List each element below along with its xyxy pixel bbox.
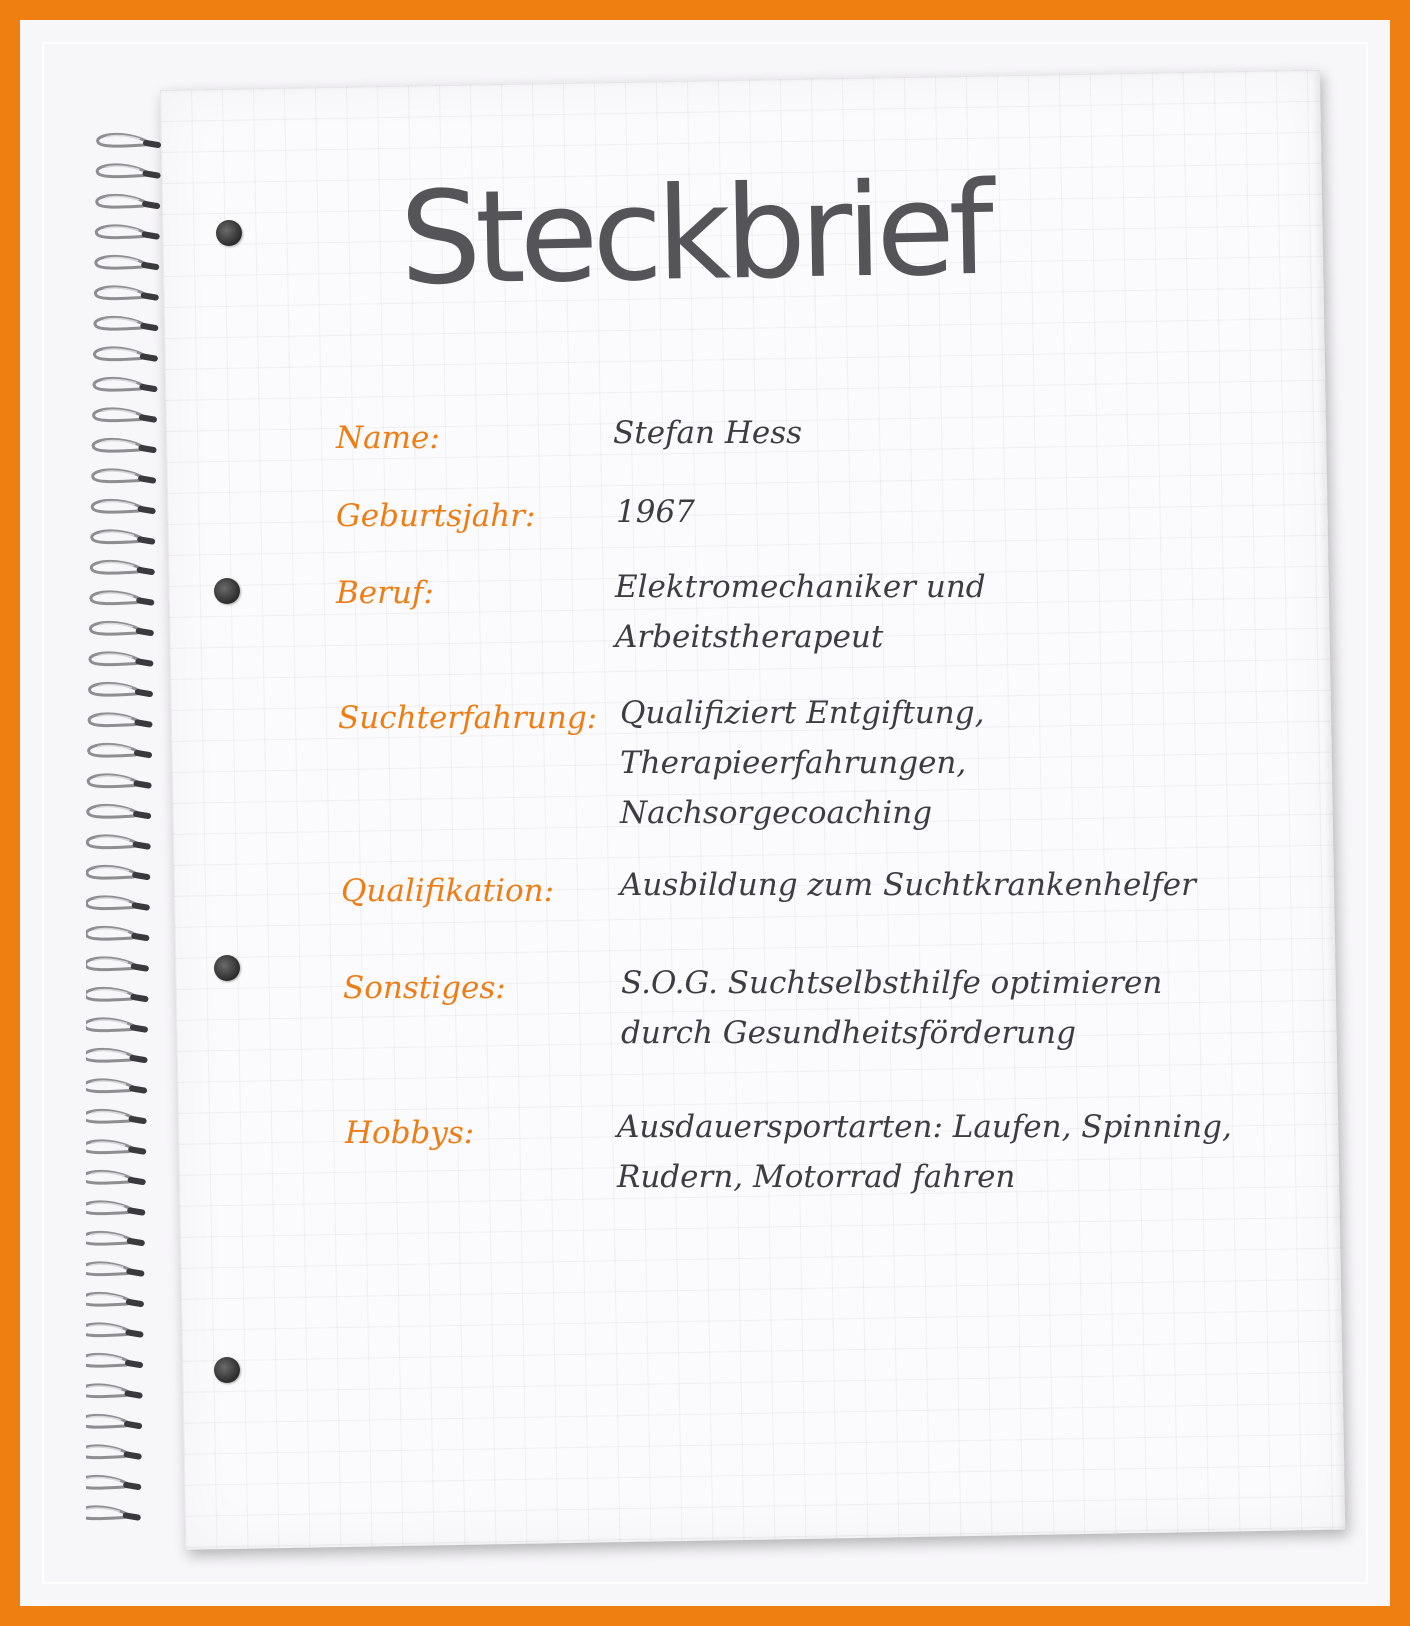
spiral-loop [95,317,155,329]
spiral-loop [86,927,146,939]
spiral-loop [96,256,156,268]
spiral-loop [95,287,155,299]
spiral-loop [89,714,149,726]
field-value-name: Stefan Hess [613,415,803,451]
spiral-loop [88,805,148,817]
spiral-loop [88,775,148,787]
spiral-loop [86,1415,139,1427]
spiral-loop [98,134,158,146]
spiral-loop [86,897,146,909]
spiral-loop [86,1476,138,1488]
punch-hole-icon [214,955,240,981]
spiral-loop [95,348,155,360]
spiral-loop [93,470,153,482]
spiral-loop [94,378,154,390]
punch-hole-icon [214,578,240,604]
field-label-job: Beruf: [336,575,434,611]
field-value-addiction-experience: Qualifiziert Entgiftung, Therapieerfahrungen, Nachsorgecoaching [620,695,985,831]
field-label-birthyear: Geburtsjahr: [336,498,536,534]
spiral-loop [86,1293,141,1305]
spiral-loop [93,439,153,451]
spiral-loop [97,195,157,207]
spiral-loop [86,1141,143,1153]
spiral-loop [86,1507,138,1519]
spiral-loop [86,958,146,970]
spiral-loop [96,226,156,238]
field-value-job: Elektromechaniker und Arbeitstherapeut [615,569,986,655]
spiral-loop [86,988,145,1000]
field-value-hobbies: Ausdauersportarten: Laufen, Spinning, Rudern, Motorrad fahren [617,1109,1232,1195]
page-title: Steckbrief [398,154,990,315]
spiral-loop [86,1263,141,1275]
field-label-name: Name: [336,420,440,456]
spiral-loop [90,653,150,665]
spiral-loop [86,1354,140,1366]
spiral-loop [91,561,151,573]
spiral-binding-icon [86,128,176,1548]
spiral-loop [86,1232,142,1244]
spiral-loop [90,622,150,634]
spiral-loop [92,500,152,512]
spiral-loop [86,1324,140,1336]
spiral-loop [90,683,150,695]
spiral-loop [86,1202,142,1214]
spiral-loop [86,1080,144,1092]
spiral-loop [86,1446,139,1458]
spiral-loop [89,744,149,756]
spiral-loop [92,531,152,543]
field-value-birthyear: 1967 [616,494,695,530]
spiral-loop [86,1049,145,1061]
spiral-loop [97,165,157,177]
spiral-loop [87,866,147,878]
field-label-qualification: Qualifikation: [341,873,555,909]
spiral-loop [86,1385,140,1397]
spiral-loop [86,1171,143,1183]
field-label-other: Sonstiges: [343,970,506,1006]
field-label-addiction-experience: Suchterfahrung: [338,700,598,736]
spiral-loop [91,592,151,604]
punch-hole-icon [214,1357,240,1383]
spiral-loop [86,1110,144,1122]
field-label-hobbies: Hobbys: [345,1115,475,1151]
spiral-loop [94,409,154,421]
field-value-qualification: Ausbildung zum Suchtkrankenhelfer [620,867,1196,903]
punch-hole-icon [216,220,242,246]
field-value-other: S.O.G. Suchtselbsthilfe optimieren durch Gesundheitsförderung [621,965,1163,1051]
spiral-loop [87,836,147,848]
spiral-loop [86,1019,145,1031]
